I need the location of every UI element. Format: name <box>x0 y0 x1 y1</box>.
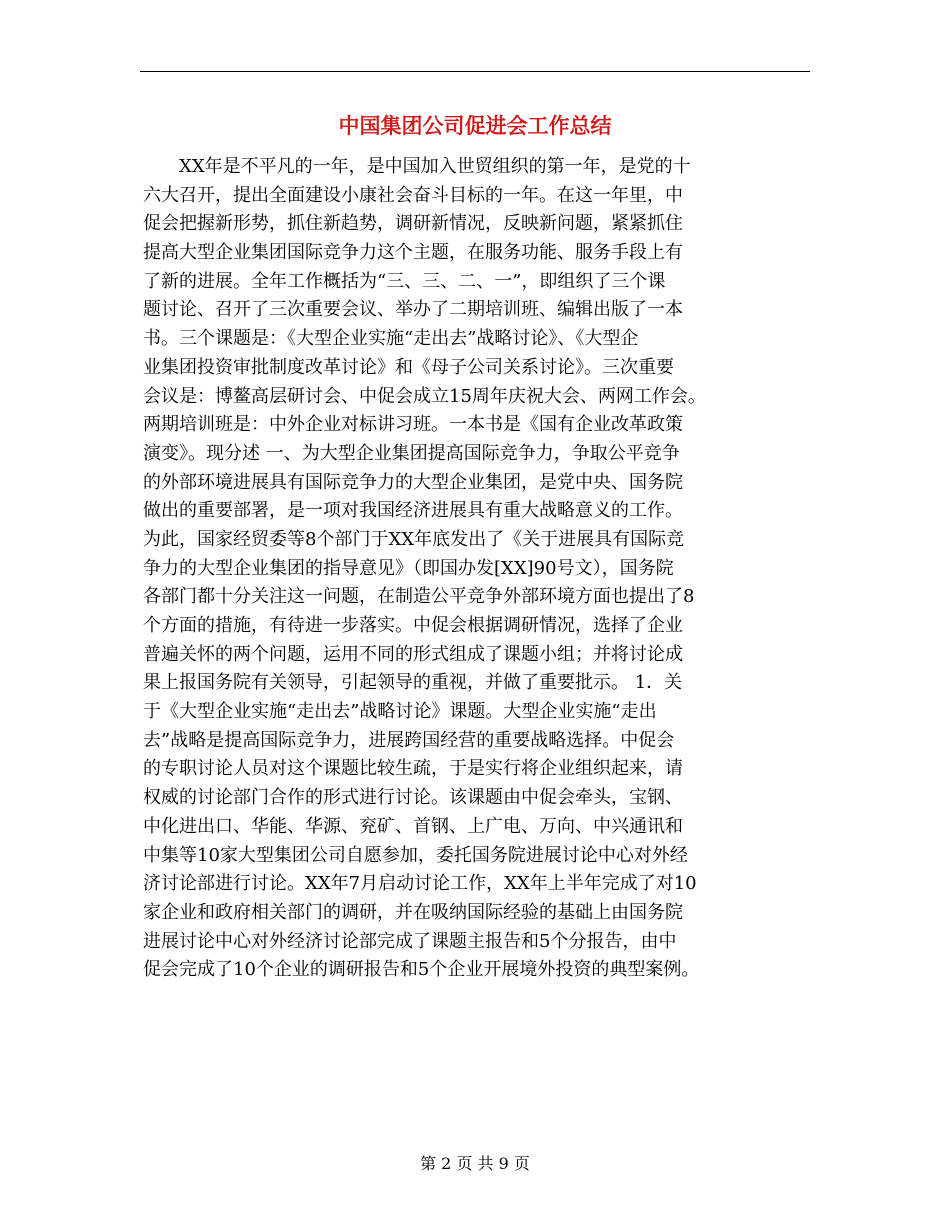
body-line: 做出的重要部署，是一项对我国经济进展具有重大战略意义的工作。 <box>143 500 683 522</box>
body-line: 会议是：博鳌高层研讨会、中促会成立15周年庆祝大会、两网工作会。 <box>143 385 706 407</box>
body-line: 两期培训班是：中外企业对标讲习班。一本书是《国有企业改革政策 <box>143 414 683 436</box>
body-line: 济讨论部进行讨论。XX年7月启动讨论工作，XX年上半年完成了对10 <box>143 873 697 895</box>
body-line: 业集团投资审批制度改革讨论》和《母子公司关系讨论》。三次重要 <box>143 356 674 378</box>
body-line: 家企业和政府相关部门的调研，并在吸纳国际经验的基础上由国务院 <box>143 901 683 923</box>
body-line: 果上报国务院有关领导，引起领导的重视，并做了重要批示。 1．关 <box>143 672 683 694</box>
document-title: 中国集团公司促进会工作总结 <box>338 113 612 138</box>
body-line: 个方面的措施，有待进一步落实。中促会根据调研情况，选择了企业 <box>143 615 683 636</box>
body-line: 促会把握新形势，抓住新趋势，调研新情况，反映新问题，紧紧抓住 <box>143 213 683 235</box>
body-line: 的专职讨论人员对这个课题比较生疏，于是实行将企业组织起来，请 <box>143 758 683 780</box>
body-line: 六大召开，提出全面建设小康社会奋斗目标的一年。在这一年里，中 <box>143 184 683 206</box>
body-line: 演变》。现分述 一、为大型企业集团提高国际竞争力，争取公平竞争 <box>143 442 680 464</box>
body-line: 争力的大型企业集团的指导意见》（即国办发[XX]90号文），国务院 <box>143 557 674 579</box>
body-line: 中化进出口、华能、华源、兖矿、首钢、上广电、万向、中兴通讯和 <box>143 815 683 837</box>
body-line: 题讨论、召开了三次重要会议、举办了二期培训班、编辑出版了一本 <box>143 299 683 321</box>
body-line: 中集等10家大型集团公司自愿参加，委托国务院进展讨论中心对外经 <box>143 844 688 866</box>
body-line: 促会完成了10个企业的调研报告和5个企业开展境外投资的典型案例。 <box>143 959 700 981</box>
body-line: 各部门都十分关注这一问题，在制造公平竞争外部环境方面也提出了8 <box>143 586 695 608</box>
body-line: 去”战略是提高国际竞争力，进展跨国经营的重要战略选择。中促会 <box>143 729 675 751</box>
body-line: 提高大型企业集团国际竞争力这个主题，在服务功能、服务手段上有 <box>143 242 683 264</box>
body-line: 为此，国家经贸委等8个部门于XX年底发出了《关于进展具有国际竞 <box>143 528 685 550</box>
document-body <box>143 153 815 985</box>
body-line: 了新的进展。全年工作概括为“三、三、二、一”，即组织了三个课 <box>143 270 666 292</box>
body-line: XX年是不平凡的一年，是中国加入世贸组织的第一年，是党的十 <box>143 156 691 177</box>
page-number-footer: 第 2 页 共 9 页 <box>420 1154 530 1173</box>
body-line: 普遍关怀的两个问题，运用不同的形式组成了课题小组；并将讨论成 <box>143 643 683 665</box>
header-rule <box>140 71 810 72</box>
body-line: 进展讨论中心对外经济讨论部完成了课题主报告和5个分报告，由中 <box>143 930 677 952</box>
body-line: 的外部环境进展具有国际竞争力的大型企业集团，是党中央、国务院 <box>143 471 683 493</box>
body-line: 权威的讨论部门合作的形式进行讨论。该课题由中促会牵头，宝钢、 <box>143 787 683 809</box>
body-line: 书。三个课题是：《大型企业实施“走出去”战略讨论》、《大型企 <box>143 328 639 350</box>
body-line: 于《大型企业实施“走出去”战略讨论》课题。大型企业实施“走出 <box>143 701 657 723</box>
